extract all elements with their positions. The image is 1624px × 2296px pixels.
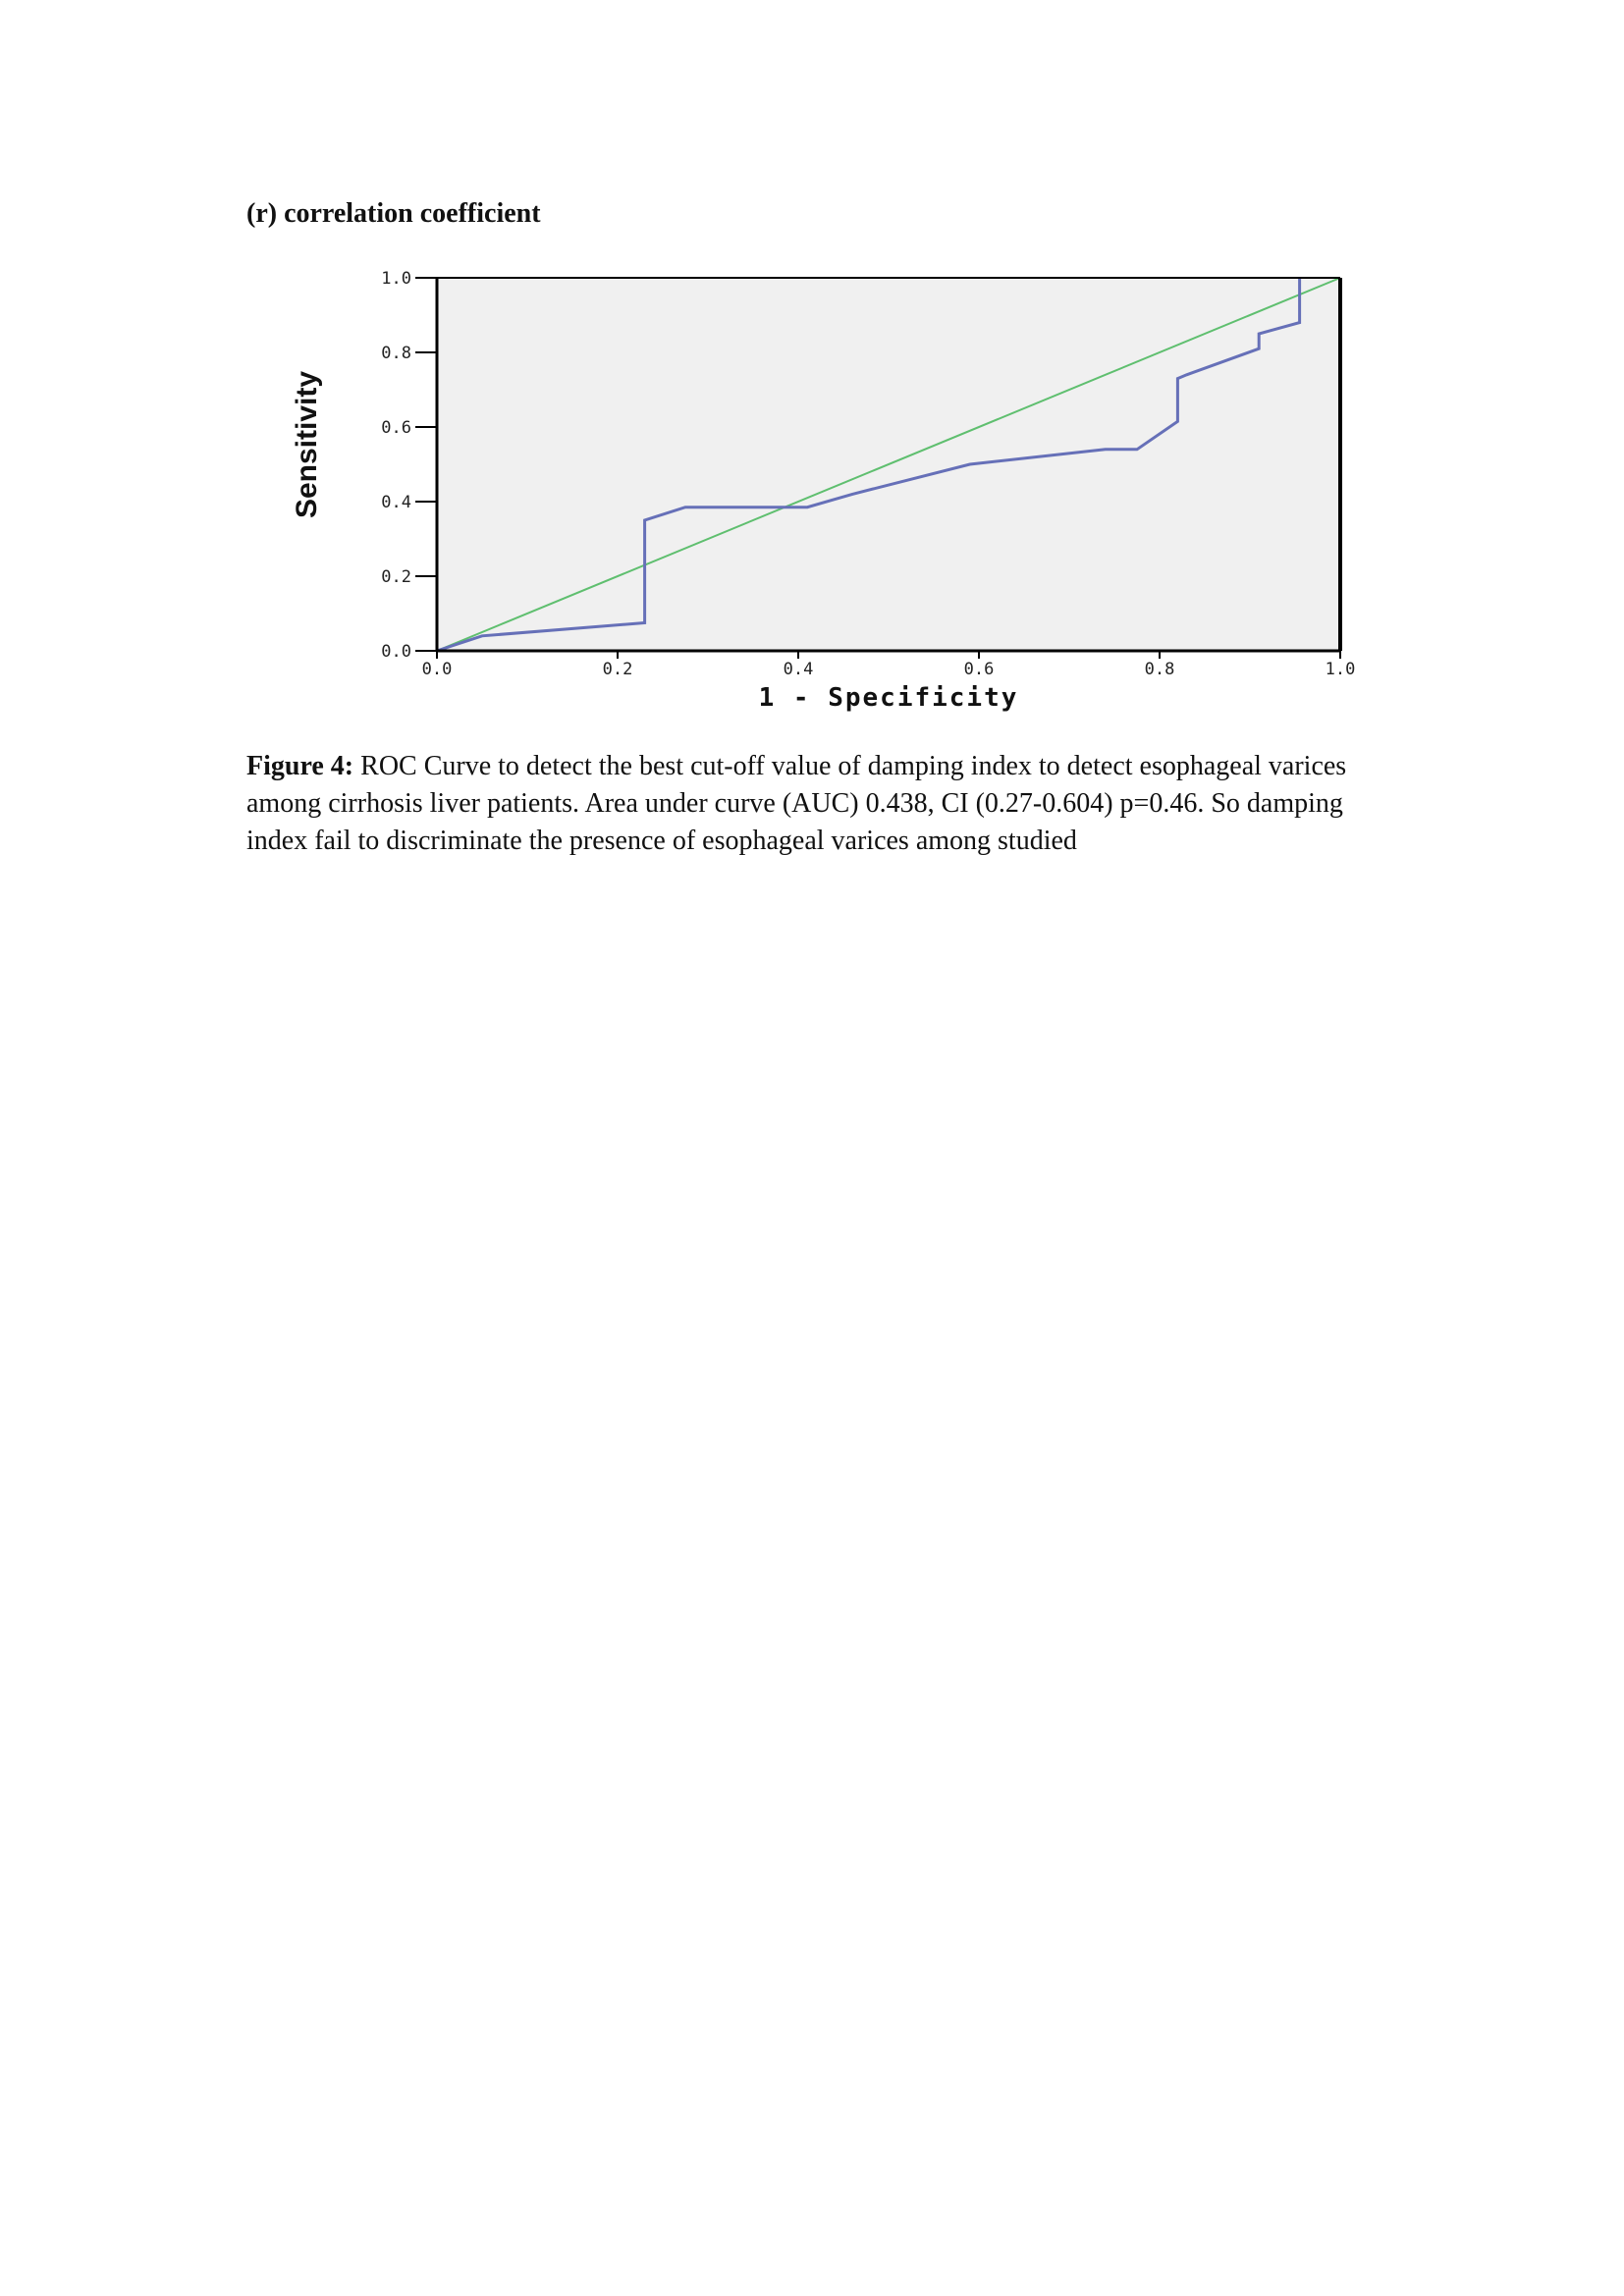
- x-tick-label: 0.6: [963, 660, 995, 679]
- y-tick-label: 0.8: [381, 344, 411, 363]
- y-tick-label: 0.0: [381, 642, 411, 662]
- figure-caption: [246, 748, 1376, 860]
- x-tick-label: 0.4: [783, 660, 814, 679]
- x-tick-label: 0.2: [602, 660, 633, 679]
- figure-caption-text: ROC Curve to detect the best cut-off value of damping index to detect esophageal varices among cirrhosis liver patients. Area under curve (AUC) 0.438, CI (0.27-0.604) p=0.46. So damping index fail to discriminate the presence of esophageal varices among studied: [246, 751, 1347, 856]
- y-tick-label: 0.2: [381, 567, 411, 587]
- x-tick-label: 0.0: [421, 660, 453, 679]
- x-axis-label: 1 - Specificity: [758, 683, 1019, 713]
- y-tick-label: 0.6: [381, 418, 411, 438]
- x-tick-label: 1.0: [1325, 660, 1356, 679]
- figure-caption-label: Figure 4:: [246, 751, 354, 781]
- x-tick-label: 0.8: [1144, 660, 1175, 679]
- y-axis-label: Sensitivity: [291, 370, 323, 519]
- y-tick-label: 0.4: [381, 493, 411, 512]
- section-heading: (r) correlation coefficient: [246, 198, 541, 229]
- roc-chart: [265, 265, 1375, 726]
- y-tick-label: 1.0: [381, 269, 411, 289]
